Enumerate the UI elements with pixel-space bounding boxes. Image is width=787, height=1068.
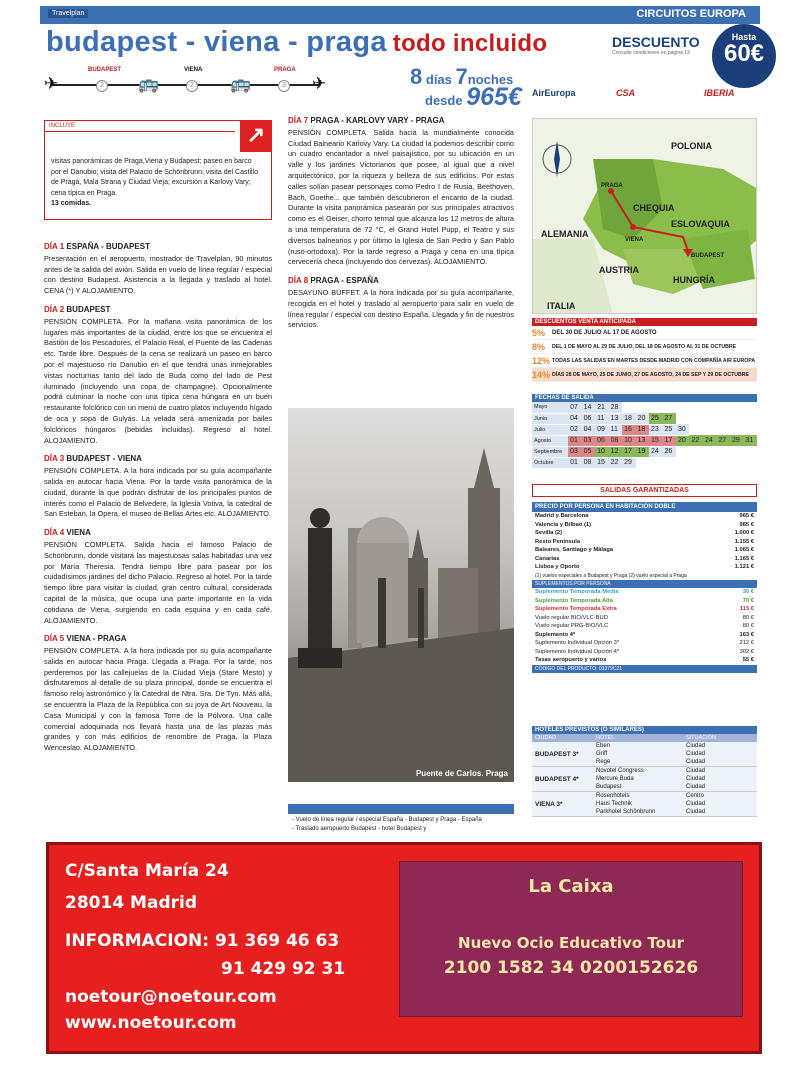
fechas-day: 20 (636, 413, 649, 424)
hotel-city: BUDAPEST 4* (535, 775, 579, 783)
supl-row (532, 631, 757, 640)
fechas-day: 08 (582, 457, 595, 468)
bus-icon: 🚌 (138, 74, 160, 93)
day-1-heading (44, 242, 272, 253)
supl-label-text: Suplemento Temporada Media (535, 589, 619, 595)
codigo-producto: CÓDIGO DEL PRODUCTO: 03379C21 (532, 665, 757, 673)
fechas-day: 04 (568, 413, 581, 424)
fechas-day: 01 (568, 457, 581, 468)
descuento-text: DEL 1 DE MAYO AL 29 DE JULIO, DEL 18 DE AGOSTO AL 31 DE OCTUBRE (552, 343, 737, 350)
discount-label: DESCUENTO (612, 34, 700, 50)
fechas-day: 28 (609, 402, 622, 413)
fechas-day: 03 (582, 435, 595, 446)
map-city-budapest: BUDAPEST (691, 253, 725, 259)
fechas-table (532, 394, 757, 469)
day-number: DÍA 5 (44, 634, 65, 644)
fechas-day: 16 (622, 424, 635, 435)
precio-incluye-label: EL PRECIO INCLUYE (292, 806, 353, 812)
supl-row (532, 605, 757, 614)
fechas-day: 04 (582, 424, 595, 435)
precio-value: 965 € (739, 521, 754, 528)
hoteles-header-row (532, 734, 757, 742)
map-label-czechia: CHEQUIA (633, 203, 675, 213)
fechas-day: 30 (676, 424, 689, 435)
fechas-day: 29 (622, 457, 635, 468)
fechas-day: 25 (649, 413, 662, 424)
precio-value: 1.155 € (734, 538, 754, 545)
fechas-day: 29 (730, 435, 743, 446)
hoteles-table (532, 726, 757, 817)
precio-value: 1.165 € (734, 555, 754, 562)
supl-row (532, 656, 757, 665)
day-number: DÍA 8 (288, 276, 309, 286)
situacion-value: Ciudad (686, 784, 706, 790)
supl-row (532, 597, 757, 606)
supl-row (532, 614, 757, 623)
precio-line: - Vuelo de línea regular / especial España - Budapest y Praga - España (292, 817, 482, 823)
precio-value: 1.000 € (734, 530, 754, 536)
route-map (532, 118, 757, 314)
day-title: PRAGA - KARLOVY VARY - PRAGA (310, 116, 445, 125)
precio-value: 965 € (739, 513, 754, 519)
fechas-day: 14 (582, 402, 595, 413)
col-ciudad: CIUDAD (535, 735, 557, 741)
day-7-heading (288, 116, 514, 127)
fechas-day: 20 (676, 435, 689, 446)
supl-row (532, 648, 757, 657)
descuento-row (532, 326, 757, 340)
fechas-day: 31 (743, 435, 757, 446)
supl-label-text: Suplemento Temporada Alta (535, 597, 613, 604)
hotel-list (596, 792, 686, 816)
fechas-day: 15 (595, 457, 608, 468)
bus-icon: 🚌 (230, 74, 252, 93)
day-number: DÍA 1 (44, 242, 65, 251)
fechas-grid (532, 402, 757, 469)
info-phone: INFORMACION: 91 369 46 63 (65, 931, 340, 951)
incluye-body: visitas panorámicas de Praga,Viena y Budapest; paseo en barco por el Danubio; visita del Palacio de Schönbrunn; visita del Castillo de Praga, Mala Strana y Ciudad Vieja; excursión a Karlovy Vary; cena típica en Praga. (51, 158, 259, 197)
precio-value: 1.121 € (734, 564, 754, 570)
descuento-pct: 5% (532, 327, 546, 338)
day-3-text: PENSIÓN COMPLETA. A la hora indicada por su guía acompañante salida en autocar hacia Viena. Por la tarde visita panorámica de la ciudad, durante la que podrán disfrutar de los principales puntos de interés como el Palacio de Belvedere, la Iglesia Votiva, la catedral de San Esteban, la Opera, el museo de Bellas Artes etc. ALOJAMIENTO. (44, 466, 272, 519)
supl-value: 302 € (739, 648, 754, 655)
day-5-text: PENSIÓN COMPLETA. A la hora indicada por su guía acompañante salida en autocar hacia Praga. Llegada a Praga. Por la tarde, nos perderemos por las callejuelas de la Ciudad Vieja (Stare Mesto) y disfrutaremos al detalle de su plaza principal, donde se encuentra el famoso reloj astronómico y la Catedral de Ntra. Sra. De Tyn. Más allá, se encuentra la Plaza de la República con su joya de Art Nouveau, la Casa Municipal y con la famosa Torre de la Pólvora. Una calle comercial adoquinada nos llevará hasta una de las plazas más grandes y con más edificios de renombre de Praga, la Plaza Wenceslao. ALOJAMIENTO. (44, 646, 272, 753)
fechas-day: 18 (622, 413, 635, 424)
aireuropa-logo: AirEuropa (532, 88, 576, 98)
hotel-list (596, 767, 686, 791)
email-link[interactable]: noetour@noetour.com (65, 987, 277, 1007)
bank-box (399, 861, 743, 1017)
day-title: VIENA (66, 528, 91, 538)
route-city-viena: VIENA (184, 67, 203, 73)
map-city-praga: PRAGA (601, 183, 623, 189)
hotel-row (532, 767, 757, 792)
descuento-row (532, 354, 757, 368)
precios-label: PRECIO POR PERSONA EN HABITACIÓN DOBLE (532, 502, 757, 512)
fechas-month: Julio (532, 424, 568, 435)
nights-num: 7 (455, 64, 468, 89)
supl-label-text: Suplemento 4* (535, 631, 576, 638)
fechas-day: 11 (609, 424, 622, 435)
hotel-situacion (686, 742, 757, 766)
map-label-italy: ITALIA (547, 301, 576, 311)
page-title (46, 26, 547, 59)
day-number: DÍA 4 (44, 528, 65, 538)
incluye-comidas: 13 comidas. (51, 200, 92, 207)
arrow-icon: ↗ (240, 120, 272, 152)
descuentos-table (532, 318, 757, 382)
fechas-day: 10 (595, 446, 608, 457)
fechas-day: 12 (609, 446, 622, 457)
itinerary-right (288, 116, 514, 331)
situacion-value: Ciudad (686, 801, 706, 807)
descuento-pct: 8% (532, 341, 546, 352)
route-nights-praga: 3 (278, 80, 290, 92)
fechas-row (532, 435, 757, 446)
hotel-name: Budapest (596, 784, 622, 790)
supl-value: 55 € (742, 657, 754, 663)
map-shapes (533, 119, 757, 314)
hotel-name: Novotel Congress (596, 768, 644, 774)
situacion-value: Ciudad (686, 751, 706, 757)
situacion-value: Ciudad (686, 743, 706, 749)
precio-city: Madrid y Barcelona (535, 513, 589, 519)
supl-label-text: Suplemento Individual Opción 4* (535, 648, 620, 655)
supl-value: 80 € (742, 623, 754, 629)
tour-name: Nuevo Ocio Educativo Tour (458, 934, 684, 952)
precio-city: Baleares, Santiago y Málaga (535, 547, 613, 553)
precio-incluye-box (288, 804, 514, 842)
hotel-name: Haus Technik (596, 801, 632, 807)
fechas-row (532, 446, 757, 457)
precio-line: - Traslado aeropuerto Budapest - hotel Budapest y (292, 825, 427, 832)
from-label: desde (425, 93, 463, 108)
precio-row (532, 538, 757, 547)
day-title: VIENA - PRAGA (66, 634, 127, 644)
fechas-day: 06 (595, 435, 608, 446)
fechas-row (532, 413, 757, 424)
fechas-row (532, 424, 757, 435)
route-nights-budapest: 2 (96, 80, 108, 92)
precio-row (532, 521, 757, 530)
day-5-heading (44, 634, 272, 645)
day-8-text: DESAYUNO BUFFET. A la hora indicada por su guía acompañante, recogida en el hotel y traslado al aeropuerto para salir en vuelo de línea regular / especial con destino España. Llegada y fin de nuestros servicios. (288, 287, 514, 330)
photo-illustration (288, 408, 514, 782)
incluye-label: INCLUYE (45, 121, 235, 132)
precio-city: Canarias (535, 555, 560, 562)
fechas-day: 09 (595, 424, 608, 435)
hasta-label: Hasta (731, 32, 757, 42)
supl-label-text: Vuelo regular PRG-BIO/VLC (535, 623, 609, 629)
descuento-row (532, 340, 757, 354)
hotel-name: Mercure Buda (596, 776, 634, 782)
day-8-heading (288, 276, 514, 287)
col-situacion: SITUACIÓN (686, 735, 716, 741)
day-4-heading (44, 528, 272, 539)
fechas-day: 05 (582, 446, 595, 457)
hotel-city: BUDAPEST 3* (535, 750, 579, 758)
days-num: 8 (410, 64, 423, 89)
day-3-heading (44, 454, 272, 465)
hoteles-label: HOTELES PREVISTOS (O SIMILARES) (532, 726, 757, 734)
fechas-row (532, 457, 757, 468)
fechas-month: Septiembre (532, 446, 568, 457)
descuento-row (532, 368, 757, 382)
descuentos-label: DESCUENTOS VENTA ANTICIPADA (532, 318, 757, 326)
salidas-garantizadas: SALIDAS GARANTIZADAS (532, 484, 757, 497)
day-number: DÍA 2 (44, 304, 65, 314)
map-label-germany: ALEMANIA (541, 229, 589, 239)
fechas-day: 10 (622, 435, 635, 446)
day-title: BUDAPEST - VIENA (66, 454, 142, 464)
precio-row (532, 555, 757, 564)
supl-row (532, 588, 757, 597)
fechas-month: Octubre (532, 457, 568, 468)
fechas-day: 22 (689, 435, 702, 446)
section-label: CIRCUITOS EUROPA (636, 8, 746, 20)
descuento-text: DEL 30 DE JULIO AL 17 DE AGOSTO (552, 329, 657, 336)
map-city-viena: VIENA (625, 237, 644, 243)
web-link[interactable]: www.noetour.com (65, 1013, 237, 1033)
precios-table (532, 502, 757, 673)
title-suffix: todo incluido (392, 30, 548, 57)
brand-label: Travelplan (48, 9, 88, 18)
plane-icon: ✈ (44, 74, 59, 93)
day-number: DÍA 3 (44, 454, 65, 464)
incluye-box (44, 120, 272, 220)
fechas-label: FECHAS DE SALIDA (532, 394, 757, 402)
hotel-name: Rosenhotels (596, 793, 630, 799)
fechas-month: Junio (532, 413, 568, 424)
route-nights-viena: 2 (186, 80, 198, 92)
situacion-value: Centro (686, 793, 705, 799)
fechas-day: 23 (649, 424, 662, 435)
fechas-day: 22 (609, 457, 622, 468)
price-from (425, 83, 522, 112)
fechas-day: 03 (568, 446, 581, 457)
situacion-value: Ciudad (686, 809, 706, 815)
precio-row (532, 563, 757, 572)
discount-box (612, 34, 708, 56)
hotel-name: Rege (596, 759, 611, 765)
fechas-day: 19 (636, 446, 649, 457)
day-title: BUDAPEST (66, 304, 111, 314)
discount-value: 60€ (723, 40, 765, 67)
day-2-text: PENSIÓN COMPLETA. Por la mañana visita panorámica de los lugares más importantes de la ciudad, entre los que se encuentra el Bastión de los Pescadores, el Palacio Real, el Puente de las Cadenas etc. Tarde libre. Después de la cena se realizará un paseo en barco por el majestuoso río Danubio en el que tendrá unas inmejorables vistas nocturnas tanto del lado de Buda como del lado de Pest iluminado (incluyendo una copa de champagne). Opcionalmente podrá culminar la noche con una típica cena húngara en un buen restaurante folclórico con un menú de cuatro platos incluyendo hígado de oca y sopa de Gulyás. La velada será amenizada por bailes folclóricos húngaros (bebidas incluidas). Regreso al hotel. ALOJAMIENTO. (44, 316, 272, 445)
supl-value: 70 € (742, 597, 754, 604)
title-main: budapest - viena - praga (46, 26, 387, 58)
bank-name: La Caixa (528, 876, 614, 897)
fechas-day: 25 (663, 424, 676, 435)
fechas-row (532, 402, 757, 413)
hotel-city: VIENA 3* (535, 800, 563, 808)
fechas-day: 21 (595, 402, 608, 413)
supl-label: SUPLEMENTOS POR PERSONA (532, 580, 757, 588)
map-label-hungary: HUNGRÍA (673, 275, 715, 285)
supl-value: 212 € (739, 640, 754, 646)
account-number: 2100 1582 34 0200152626 (443, 958, 699, 978)
plane-icon: ✈ (312, 74, 327, 93)
hotel-list (596, 742, 686, 766)
supl-label-text: Tasas aeropuerto y varios (535, 657, 607, 663)
hotel-situacion (686, 792, 757, 816)
hotel-row (532, 792, 757, 817)
day-4-text: PENSIÓN COMPLETA. Salida hacia el famoso Palacio de Schönbrunn, donde visitará las majestuosas salas habitadas una vez por María Theresia. Tendrá tiempo libre para pasear por los cuidadísimos jardines del dicho Palacio. Regreso al hotel. Por la tarde tiempo libre para visitar la ciudad, gran centro cultural, considerada capital de la música, que ocupa una parte importante en la vida cotidiana de Viena, surgiendo en cada esquina y en cada café. ALOJAMIENTO. (44, 539, 272, 625)
from-price: 965€ (466, 83, 522, 111)
fechas-day: 27 (716, 435, 729, 446)
fechas-day: 15 (649, 435, 662, 446)
supl-label-text: Suplemento Temporada Extra (535, 606, 617, 612)
discount-note: Consulte condiciones en página 13 (612, 50, 690, 56)
fechas-day: 11 (595, 413, 608, 424)
route-city-budapest: BUDAPEST (88, 67, 122, 73)
hotel-name: Parkhotel Schönbrunn (596, 809, 656, 815)
fechas-day: 07 (568, 402, 581, 413)
fechas-day: 13 (609, 413, 622, 424)
discount-badge (712, 24, 776, 88)
route-city-praga: PRAGA (274, 67, 296, 73)
supl-value: 115 € (739, 606, 754, 612)
day-2-heading (44, 305, 272, 316)
photo-caption: Puente de Carlos. Praga (415, 769, 508, 778)
supl-row (532, 622, 757, 631)
fechas-day: 18 (636, 424, 649, 435)
map-label-poland: POLONIA (671, 141, 713, 151)
supl-value: 163 € (739, 631, 754, 638)
precios-note: (1) vuelos especiales a Budapest y Praga (2) vuelo especial a Praga (535, 572, 687, 579)
precio-row (532, 546, 757, 555)
day-7-text: PENSIÓN COMPLETA. Salida hacia la mundialmente conocida Ciudad Balneario Karlovy Vary. La ciudad la podemos describir como un cuadro encantador a nivel paisajístico, por su ubicación en un valle y los jardines Victorianos que posee, al igual que a nivel arquitectónico, por la riqueza y belleza de sus edificios. Por estas calles solían pasear personajes como Pedro I de Rusia, Beethoven, Bach, Goethe... que también descubrieron el encanto de la ciudad. Durante la visita panorámica pasearán por sus principales atractivos como es el Geiser, chorro termal que alcanza los 12 metros de altura a una temperatura de 72 °C, el Grand Hotel Pupp, el Teatro y sus diversos balnearios y por último la Iglesia de San Pedro y San Pablo (ruso-ortodoxa). Por la tarde regreso a Praga y cena en una típica cervecería checa (incluyendo dos cervezas). ALOJAMIENTO. (288, 127, 514, 267)
supl-row (532, 639, 757, 648)
precio-row (532, 512, 757, 521)
col-hotel: HOTEL (596, 735, 615, 741)
day-title: PRAGA - ESPAÑA (310, 276, 379, 286)
supl-label-text: Suplemento Individual Opción 3* (535, 640, 620, 646)
fechas-day: 27 (663, 413, 676, 424)
descuento-pct: 14% (532, 369, 551, 380)
fechas-day: 24 (703, 435, 716, 446)
fechas-month: Mayo (532, 402, 568, 413)
descuento-text: DÍAS 28 DE MAYO, 25 DE JUNIO, 27 DE AGOSTO, 24 DE SEP Y 29 DE OCTUBRE (552, 371, 749, 378)
airline-logos (532, 88, 756, 104)
fechas-day: 24 (649, 446, 662, 457)
fechas-day: 08 (609, 435, 622, 446)
fechas-day: 17 (622, 446, 635, 457)
day-title: ESPAÑA - BUDAPEST (66, 242, 150, 251)
contact-footer (46, 842, 762, 1054)
situacion-value: Ciudad (686, 776, 706, 782)
map-label-austria: AUSTRIA (599, 265, 639, 275)
precio-city: Sevilla (2) (535, 530, 563, 536)
days-label: días (425, 72, 452, 87)
fechas-day: 02 (568, 424, 581, 435)
iberia-logo: IBERIA (704, 88, 735, 98)
supl-value: 80 € (742, 614, 754, 621)
top-bar (40, 6, 760, 24)
precio-city: Resto Península (535, 538, 581, 545)
descuento-text: TODAS LAS SALIDAS EN MARTES DESDE MADRID CON COMPAÑÍA AIR EUROPA (552, 357, 756, 364)
fechas-month: Agosto (532, 435, 568, 446)
supl-value: 30 € (742, 589, 754, 595)
map-label-slovakia: ESLOVAQUIA (671, 219, 730, 229)
situacion-value: Ciudad (686, 768, 706, 774)
charles-bridge-photo (288, 408, 514, 782)
precio-city: Valencia y Bilbao (1) (535, 521, 592, 528)
hotel-row (532, 742, 757, 767)
supl-label-text: Vuelo regular BIO/VLC-BUD (535, 614, 608, 621)
hotel-situacion (686, 767, 757, 791)
fechas-day: 13 (636, 435, 649, 446)
precio-row (532, 529, 757, 538)
address-line-1: C/Santa María 24 (65, 861, 229, 881)
precio-value: 1.065 € (734, 547, 754, 553)
hotel-name: Eben (596, 743, 611, 749)
situacion-value: Ciudad (686, 759, 706, 765)
precio-city: Lisboa y Oporto (535, 564, 580, 570)
incluye-text (51, 157, 263, 210)
fechas-day: 01 (568, 435, 581, 446)
day-1-text: Presentación en el aeropuerto, mostrador de Travelplan, 90 minutos antes de la salida del avión. Salida en vuelo de línea regular / especial con destino Budapest. Asistencia a la llegada y traslado al hotel. CENA (*) Y ALOJAMIENTO. (44, 253, 272, 296)
descuento-pct: 12% (532, 355, 551, 366)
csa-logo: CSA (616, 88, 636, 98)
day-number: DÍA 7 (288, 116, 309, 125)
phone-2: 91 429 92 31 (221, 959, 346, 979)
itinerary-left (44, 234, 272, 754)
fechas-day: 17 (663, 435, 676, 446)
fechas-day: 26 (663, 446, 676, 457)
address-line-2: 28014 Madrid (65, 893, 197, 913)
fechas-day: 06 (582, 413, 595, 424)
hotel-name: Griff (596, 751, 608, 757)
nights-label: noches (467, 72, 514, 87)
